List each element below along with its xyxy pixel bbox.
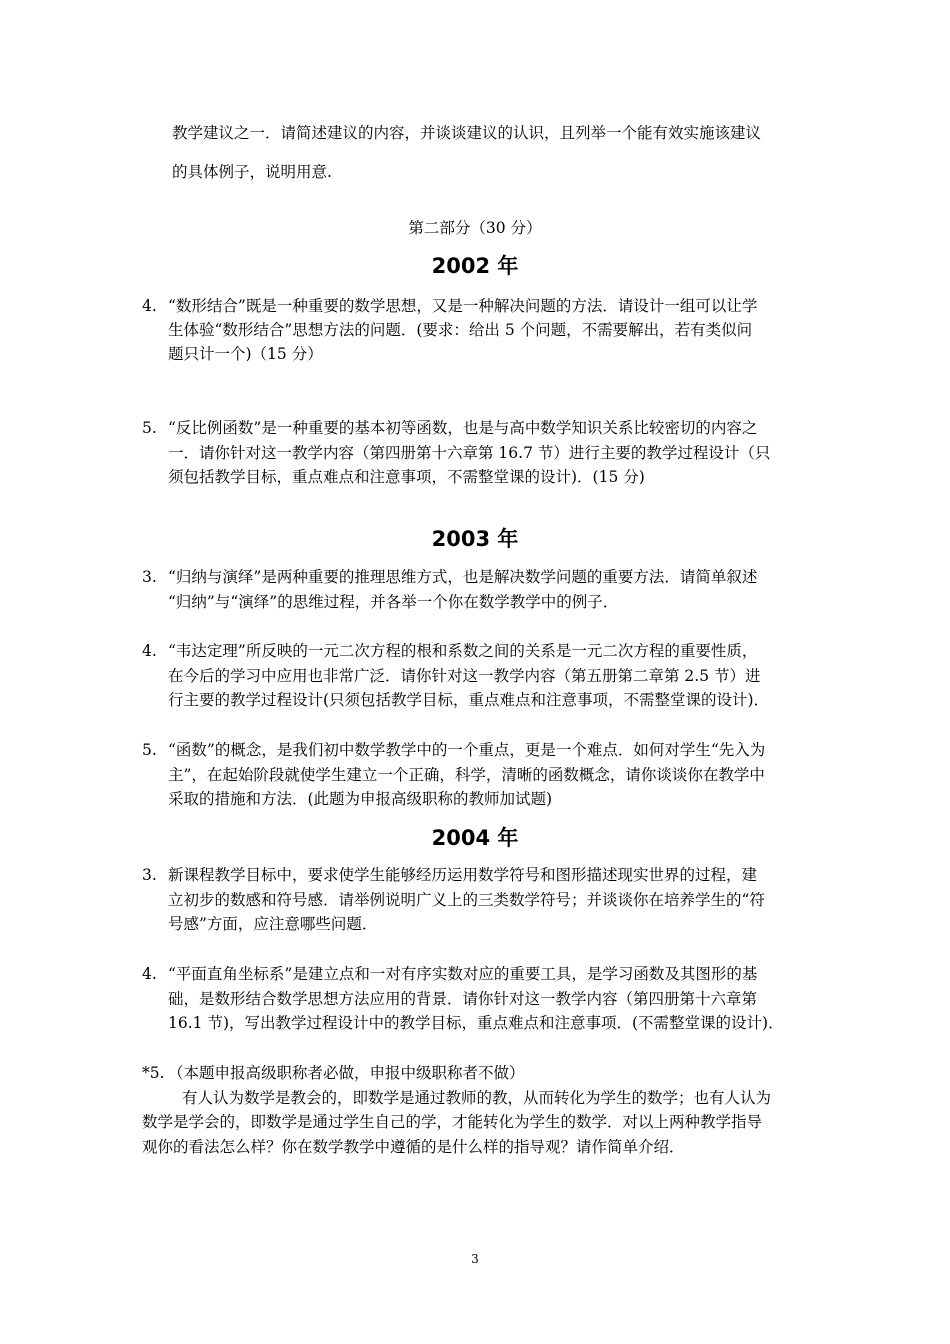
question-line: “韦达定理”所反映的一元二次方程的根和系数之间的关系是一元二次方程的重要性质， (168, 642, 758, 660)
question-line: 须包括教学目标，重点难点和注意事项，不需整堂课的设计)．(15 分) (168, 468, 645, 486)
intro-line: 教学建议之一．请简述建议的内容，并谈谈建议的认识，且列举一个能有效实施该建议 (172, 124, 762, 142)
question-number: 4. (142, 965, 157, 983)
question-line: “反比例函数”是一种重要的基本初等函数，也是与高中数学知识关系比较密切的内容之 (168, 419, 758, 437)
question-line: “归纳与演绎”是两种重要的推理思维方式，也是解决数学问题的重要方法．请简单叙述 (168, 568, 758, 586)
year-heading: 2002 年 (431, 254, 519, 278)
intro-line: 的具体例子，说明用意. (172, 163, 332, 181)
question-line: 有人认为数学是教会的，即数学是通过教师的教，从而转化为学生的数学；也有人认为 (182, 1089, 772, 1107)
question-line: 号感”方面，应注意哪些问题． (168, 915, 378, 933)
question-line: 主”，在起始阶段就使学生建立一个正确，科学，清晰的函数概念，请你谈谈你在教学中 (168, 766, 765, 784)
question-number: *5. (142, 1064, 165, 1082)
question-line: “归纳”与“演绎”的思维过程，并各举一个你在数学教学中的例子． (168, 593, 619, 611)
question-number: 4. (142, 297, 157, 315)
question-line: 新课程教学目标中，要求使学生能够经历运用数学符号和图形描述现实世界的过程，建 (168, 866, 758, 884)
question-line: 行主要的教学过程设计(只须包括教学目标，重点难点和注意事项，不需整堂课的设计)． (168, 691, 770, 709)
question-line: 题只计一个)（15 分） (168, 345, 323, 363)
question-line: 观你的看法怎么样？你在数学教学中遵循的是什么样的指导观？请作简单介绍． (142, 1138, 685, 1156)
question-number: 4. (142, 642, 157, 660)
question-line: 立初步的数感和符号感．请举例说明广义上的三类数学符号；并谈谈你在培养学生的“符 (168, 891, 765, 909)
question-line: “数形结合”既是一种重要的数学思想，又是一种解决问题的方法．请设计一组可以让学 (168, 297, 758, 315)
question-line: 采取的措施和方法．(此题为申报高级职称的教师加试题) (168, 790, 553, 808)
question-line: 16.1 节)，写出教学过程设计中的教学目标，重点难点和注意事项．(不需整堂课的设计)． (168, 1014, 784, 1032)
question-number: 3. (142, 866, 157, 884)
year-heading: 2003 年 (431, 527, 519, 551)
question-line: （本题申报高级职称者必做，申报中级职称者不做） (168, 1064, 525, 1082)
question-line: 一．请你针对这一教学内容（第四册第十六章第 16.7 节）进行主要的教学过程设计（只 (168, 444, 771, 462)
question-line: 在今后的学习中应用也非常广泛．请你针对这一教学内容（第五册第二章第 2.5 节）进 (168, 667, 761, 685)
question-number: 5. (142, 419, 157, 437)
question-line: 生体验“数形结合”思想方法的问题．(要求：给出 5 个问题，不需要解出，若有类似问 (168, 321, 753, 339)
question-line: 础，是数形结合数学思想方法应用的背景．请你针对这一教学内容（第四册第十六章第 (168, 990, 758, 1008)
question-number: 5. (142, 741, 157, 759)
question-line: “函数”的概念，是我们初中数学教学中的一个重点，更是一个难点．如何对学生“先入为 (168, 741, 766, 759)
question-line: “平面直角坐标系”是建立点和一对有序实数对应的重要工具，是学习函数及其图形的基 (168, 965, 758, 983)
page-number: 3 (471, 1252, 479, 1266)
question-line: 数学是学会的，即数学是通过学生自己的学，才能转化为学生的数学．对以上两种教学指导 (142, 1113, 763, 1131)
year-heading: 2004 年 (431, 826, 519, 850)
part-heading: 第二部分（30 分） (408, 219, 542, 237)
question-number: 3. (142, 568, 157, 586)
